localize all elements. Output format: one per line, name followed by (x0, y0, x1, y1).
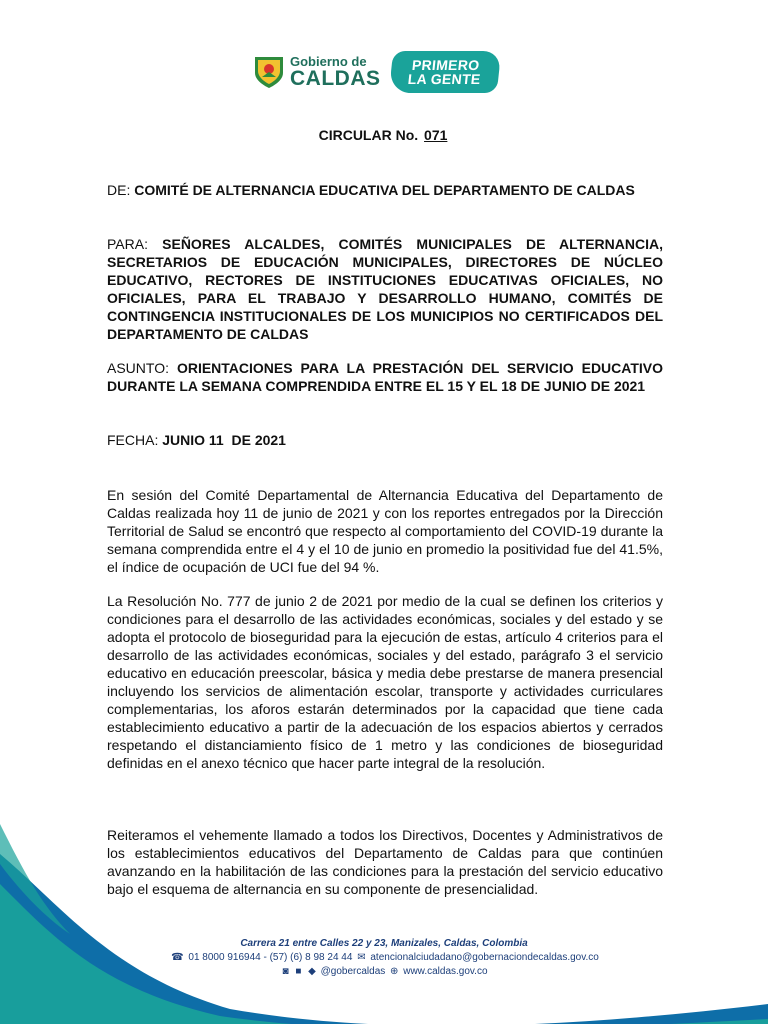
mail-icon: ✉ (357, 952, 366, 963)
paragraph-1: En sesión del Comité Departamental de Alternancia Educativa del Departamento de Caldas realizada hoy 11 de junio de 2021 y con los reportes entregados por la Dirección Territorial de Salud se encontró que respecto al comportamiento del COVID-19 durante la semana comprendida entre el 4 y el 10 de junio en promedio la positividad fue del 41.5%, el índice de ocupación de UCI fue del 94 %. (107, 487, 663, 575)
footer-phone: 01 8000 916944 - (57) (6) 8 98 24 44 (188, 952, 353, 963)
footer-email[interactable]: atencionalciudadano@gobernaciondecaldas.gov.co (370, 952, 599, 963)
asunto-value: ORIENTACIONES PARA LA PRESTACIÓN DEL SERVICIO EDUCATIVO DURANTE LA SEMANA COMPRENDIDA ENTRE EL 15 Y EL 18 DE JUNIO DE 2021 (107, 360, 664, 394)
de-field (107, 181, 663, 199)
web-icon: ⊕ (390, 966, 399, 977)
footer-social[interactable]: @gobercaldas (320, 966, 386, 977)
fecha-value: JUNIO 11 DE 2021 (162, 432, 286, 448)
circular-label: CIRCULAR No. (318, 127, 419, 143)
asunto-field (107, 359, 663, 395)
paragraph-3: Reiteramos el vehemente llamado a todos los Directivos, Docentes y Administrativos de los establecimientos educativos del Departamento de Caldas para que continúen avanzando en la habilitación de las condiciones para la prestación del servicio educativo bajo el esquema de alternancia en su componente de presencialidad. (107, 827, 663, 897)
circular-number: 071 (424, 127, 448, 143)
phone-icon: ☎ (171, 952, 184, 963)
gobierno-caldas-wordmark (290, 55, 381, 89)
footer-contact-line (0, 952, 768, 963)
logo-line2: CALDAS (290, 67, 381, 90)
badge-line2: LA GENTE (406, 71, 481, 87)
para-field (107, 235, 663, 343)
badge-line1: PRIMERO (410, 57, 480, 73)
instagram-icon[interactable]: ◙ (282, 966, 289, 977)
de-label: DE: (107, 182, 131, 198)
circular-title (0, 127, 768, 143)
asunto-label: ASUNTO: (107, 360, 169, 376)
para-label: PARA: (107, 236, 148, 252)
de-value: COMITÉ DE ALTERNANCIA EDUCATIVA DEL DEPARTAMENTO DE CALDAS (134, 182, 635, 198)
footer-web[interactable]: www.caldas.gov.co (403, 966, 488, 977)
fecha-label: FECHA: (107, 432, 159, 448)
logo-line1: Gobierno de (290, 54, 367, 69)
facebook-icon[interactable]: ■ (295, 966, 302, 977)
footer-social-line (0, 966, 768, 977)
paragraph-2: La Resolución No. 777 de junio 2 de 2021 por medio de la cual se definen los criterios y condiciones para el desarrollo de las actividades económicas, sociales y del estado y se adopta el protocolo de bioseguridad para la ejecución de estas, artículo 4 criterios para el desarrollo de las actividades económicas, sociales y del estado, parágrafo 3 el servicio educativo en educación preescolar, básica y media debe prestarse de manera presencial incluyendo los servicios de alimentación escolar, transporte y actividades curriculares complementarias, los aforos estarán determinados por la capacidad que tiene cada establecimiento educativo a partir de la adecuación de los espacios abiertos y cerrados respetando el distanciamiento físico de 1 metro y las condiciones de bioseguridad definidas en el anexo técnico que hacer parte integral de la resolución. (107, 593, 663, 771)
footer-wave-decoration (0, 824, 768, 1024)
caldas-shield-logo (254, 55, 284, 89)
para-value: SEÑORES ALCALDES, COMITÉS MUNICIPALES DE ALTERNANCIA, SECRETARIOS DE EDUCACIÓN MUNICIPALES, DIRECTORES DE NÚCLEO EDUCATIVO, RECTORES DE INSTITUCIONES EDUCATIVAS OFICIALES, NO OFICIALES, PARA EL TRABAJO Y DESARROLLO HUMANO, COMITÉS DE CONTINGENCIA INSTITUCIONALES DE LOS MUNICIPIOS NO CERTIFICADOS DEL DEPARTAMENTO DE CALDAS (107, 236, 664, 342)
header-logos (254, 50, 499, 94)
fecha-field (107, 431, 663, 449)
twitter-icon[interactable]: ◆ (308, 966, 316, 977)
footer-address: Carrera 21 entre Calles 22 y 23, Manizales, Caldas, Colombia (240, 938, 528, 949)
primero-la-gente-badge (388, 51, 500, 93)
